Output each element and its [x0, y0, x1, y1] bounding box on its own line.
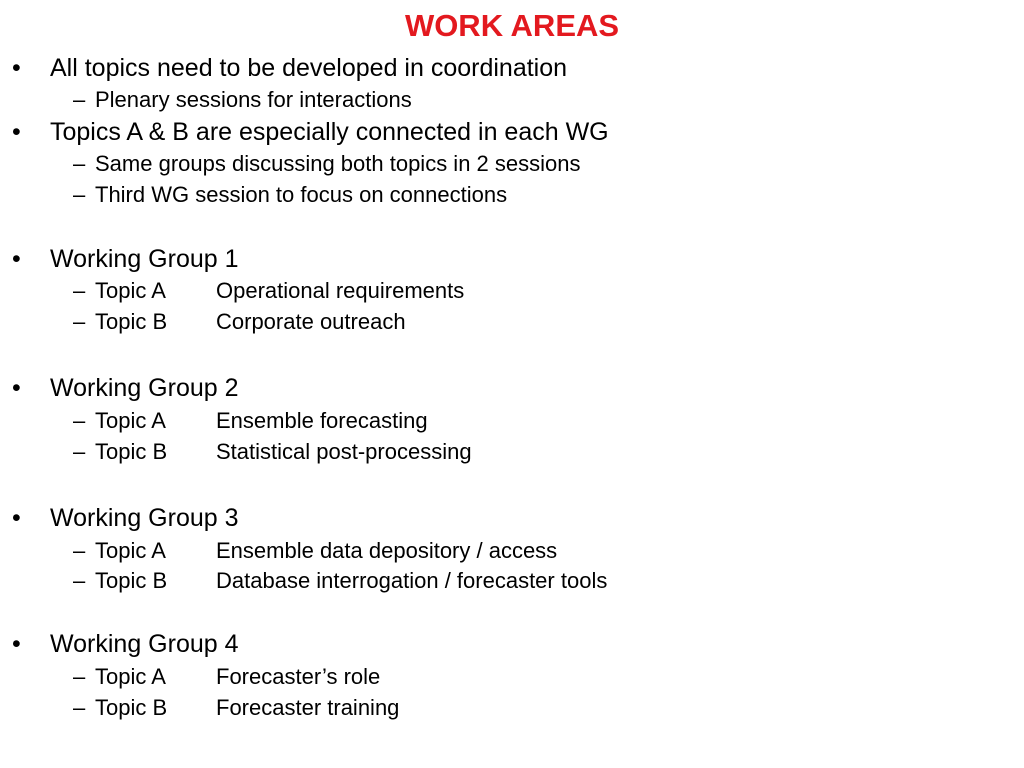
subitem-text: Third WG session to focus on connections: [95, 182, 508, 207]
bullet-marker: •: [12, 504, 21, 532]
bullet-text: Working Group 3: [50, 504, 239, 532]
bullet-marker: •: [12, 245, 21, 273]
dash-marker: –: [73, 568, 86, 593]
dash-marker: –: [73, 695, 86, 720]
subitem-text: Plenary sessions for interactions: [95, 87, 412, 112]
bullet-marker: •: [12, 118, 21, 146]
topic-description: Database interrogation / forecaster tools: [216, 568, 608, 593]
slide-title: WORK AREAS: [404, 8, 620, 43]
bullet-marker: •: [12, 54, 21, 82]
topic-label: Topic A: [95, 278, 166, 303]
topic-label: Topic A: [95, 408, 166, 433]
topic-description: Forecaster training: [216, 695, 400, 720]
bullet-text: Topics A & B are especially connected in each WG: [50, 118, 609, 146]
dash-marker: –: [73, 664, 86, 689]
topic-label: Topic B: [95, 695, 168, 720]
dash-marker: –: [73, 309, 86, 334]
dash-marker: –: [73, 408, 86, 433]
topic-description: Operational requirements: [216, 278, 465, 303]
topic-label: Topic A: [95, 664, 166, 689]
dash-marker: –: [73, 278, 86, 303]
dash-marker: –: [73, 439, 86, 464]
topic-description: Ensemble data depository / access: [216, 538, 558, 563]
dash-marker: –: [73, 151, 86, 176]
topic-label: Topic A: [95, 538, 166, 563]
dash-marker: –: [73, 538, 86, 563]
dash-marker: –: [73, 182, 86, 207]
bullet-text: Working Group 2: [50, 374, 239, 402]
topic-description: Forecaster’s role: [216, 664, 381, 689]
bullet-marker: •: [12, 630, 21, 658]
topic-label: Topic B: [95, 568, 168, 593]
bullet-text: All topics need to be developed in coordination: [50, 54, 568, 82]
topic-label: Topic B: [95, 439, 168, 464]
topic-description: Corporate outreach: [216, 309, 406, 334]
topic-label: Topic B: [95, 309, 168, 334]
bullet-text: Working Group 4: [50, 630, 239, 658]
dash-marker: –: [73, 87, 86, 112]
bullet-text: Working Group 1: [50, 245, 239, 273]
topic-description: Ensemble forecasting: [216, 408, 428, 433]
subitem-text: Same groups discussing both topics in 2 sessions: [95, 151, 581, 176]
bullet-marker: •: [12, 374, 21, 402]
topic-description: Statistical post-processing: [216, 439, 472, 464]
